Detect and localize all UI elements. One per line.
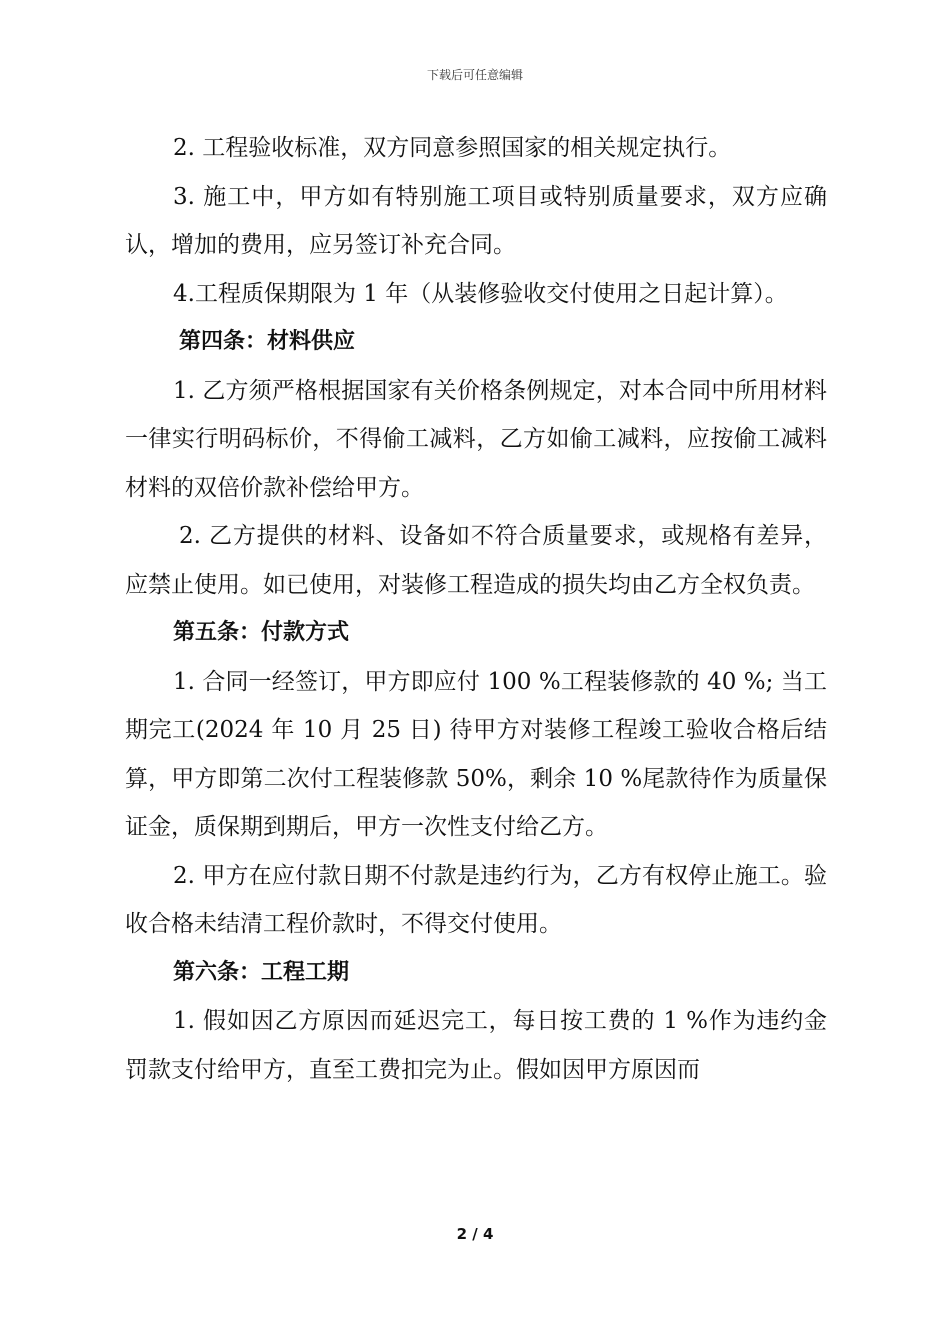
- section-5-title: 第五条：付款方式: [173, 620, 350, 645]
- clause-4-item-1: 1. 乙方须严格根据国家有关价格条例规定，对本合同中所用材料一律实行明码标价，不得偷工减料，乙方如偷工减料，应按偷工减料材料的双倍价款补偿给甲方。: [125, 377, 827, 501]
- clause-3-item-4: 4.工程质保期限为 1 年（从装修验收交付使用之日起计算）。: [173, 280, 788, 307]
- clause-4-item-2: 2. 乙方提供的材料、设备如不符合质量要求，或规格有差异，应禁止使用。如已使用，对装修工程造成的损失均由乙方全权负责。: [125, 523, 827, 598]
- document-body: [125, 124, 827, 1094]
- clause-3-item-3: 3. 施工中，甲方如有特别施工项目或特别质量要求，双方应确认，增加的费用，应另签订补充合同。: [125, 183, 827, 258]
- section-4-title: 第四条：材料供应: [179, 329, 356, 354]
- section-6-title: 第六条：工程工期: [173, 959, 350, 985]
- clause-3-item-2: 2. 工程验收标准，双方同意参照国家的相关规定执行。: [173, 135, 732, 161]
- clause-5-item-1: 1. 合同一经签订，甲方即应付 100 %工程装修款的 40 %; 当工期完工(2024 年 10 月 25 日) 待甲方对装修工程竣工验收合格后结算，甲方即第二次付工程装修款 50%，剩余 10 %尾款待作为质量保证金，质保期到期后，甲方一次性支付给乙方。: [125, 668, 827, 840]
- clause-6-item-1: 1. 假如因乙方原因而延迟完工，每日按工费的 1 %作为违约金罚款支付给甲方，直至工费扣完为止。假如因甲方原因而: [125, 1008, 827, 1083]
- page-number: 2 / 4: [456, 1225, 494, 1243]
- clause-5-item-2: 2. 甲方在应付款日期不付款是违约行为，乙方有权停止施工。验收合格未结清工程价款时，不得交付使用。: [125, 862, 827, 937]
- page-header: 下载后可任意编辑: [426, 68, 523, 82]
